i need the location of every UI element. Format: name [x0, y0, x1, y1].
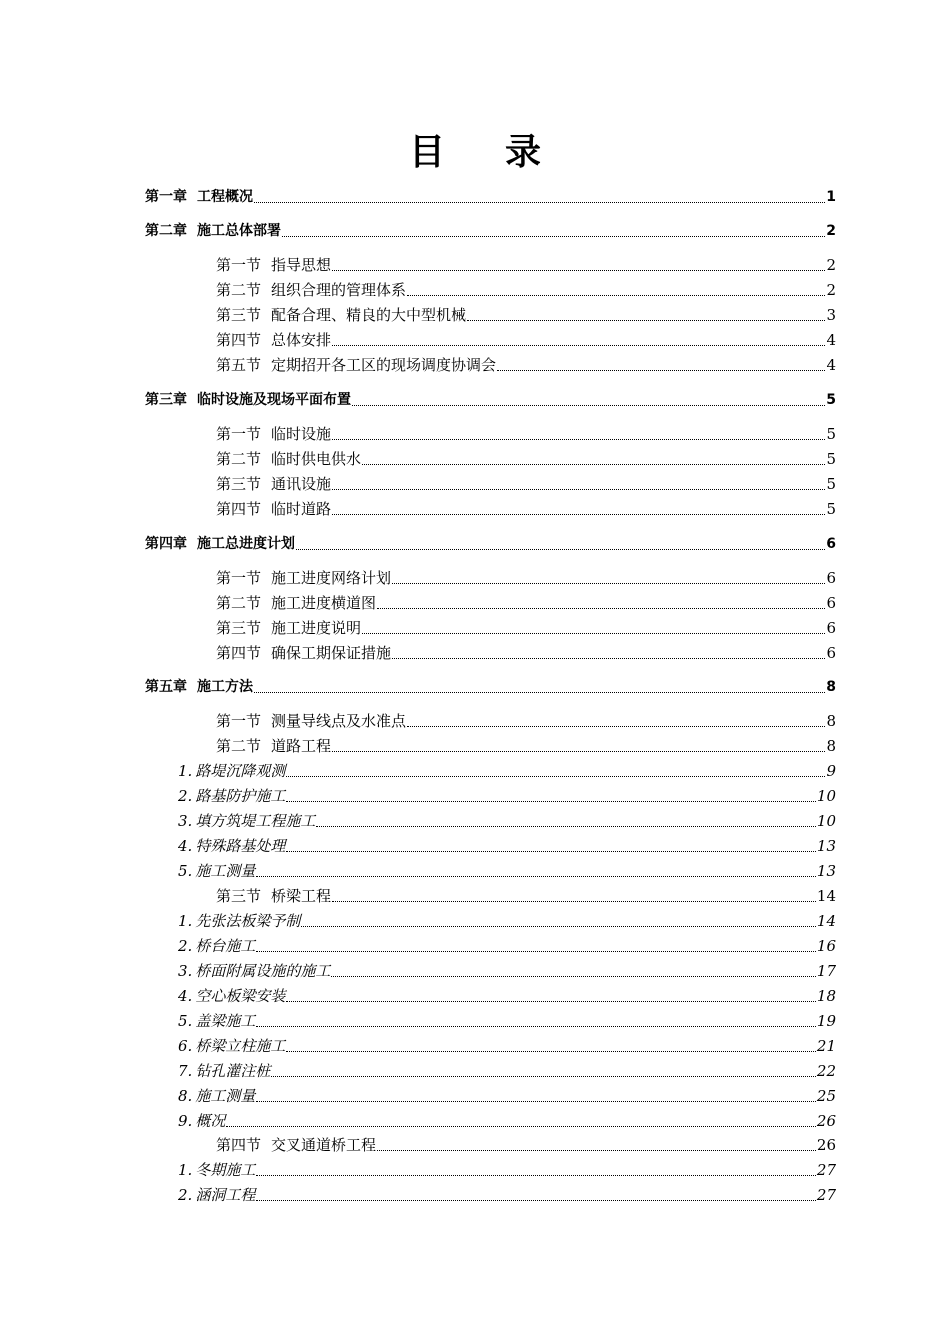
toc-section-entry[interactable]: [216, 354, 836, 376]
toc-entry-number: 第五节: [216, 356, 262, 374]
toc-dot-leader: [377, 1150, 816, 1151]
page-title: [0, 128, 950, 176]
toc-section-entry[interactable]: [216, 710, 836, 732]
toc-entry-page-number: 5: [826, 392, 836, 408]
toc-entry-number: 2.: [178, 937, 193, 955]
toc-entry-number: 5.: [178, 1012, 193, 1030]
toc-entry-title: 施工总体部署: [197, 223, 281, 239]
toc-chapter-entry[interactable]: [145, 676, 836, 698]
toc-dot-leader: [392, 658, 825, 659]
toc-section-entry[interactable]: [216, 642, 836, 664]
toc-entry-page-number: 17: [816, 962, 836, 980]
toc-item-entry[interactable]: [178, 985, 836, 1007]
toc-dot-leader: [256, 1175, 816, 1176]
toc-dot-leader: [362, 633, 825, 634]
toc-entry-title: 填方筑堤工程施工: [195, 812, 316, 830]
toc-entry-title: 通讯设施: [271, 475, 332, 493]
toc-entry-page-number: 14: [816, 887, 836, 905]
toc-entry-number: 第四节: [216, 644, 262, 662]
toc-dot-leader: [332, 901, 816, 902]
toc-dot-leader: [282, 236, 825, 237]
toc-entry-title: 施工进度横道图: [271, 594, 377, 612]
toc-entry-title: 临时供电供水: [271, 450, 362, 468]
toc-entry-title: 临时道路: [271, 500, 332, 518]
toc-entry-title: 测量导线点及水准点: [271, 712, 407, 730]
toc-item-entry[interactable]: [178, 835, 836, 857]
toc-section-entry[interactable]: [216, 1134, 836, 1156]
toc-item-entry[interactable]: [178, 1010, 836, 1032]
toc-dot-leader: [392, 583, 825, 584]
toc-entry-page-number: 25: [816, 1087, 836, 1105]
toc-section-entry[interactable]: [216, 498, 836, 520]
toc-dot-leader: [407, 726, 825, 727]
toc-entry-title: 临时设施: [271, 425, 332, 443]
toc-entry-title: 工程概况: [197, 189, 253, 205]
toc-entry-page-number: 14: [816, 912, 836, 930]
toc-dot-leader: [332, 345, 825, 346]
toc-entry-title: 路堤沉降观测: [195, 762, 286, 780]
toc-dot-leader: [286, 776, 825, 777]
toc-section-entry[interactable]: [216, 885, 836, 907]
toc-dot-leader: [256, 1026, 816, 1027]
toc-entry-number: 3.: [178, 962, 193, 980]
toc-entry-page-number: 13: [816, 862, 836, 880]
toc-dot-leader: [467, 320, 825, 321]
toc-entry-title: 冬期施工: [195, 1161, 256, 1179]
toc-entry-number: 第一节: [216, 569, 262, 587]
toc-entry-title: 特殊路基处理: [195, 837, 286, 855]
toc-item-entry[interactable]: [178, 935, 836, 957]
toc-entry-number: 第三节: [216, 306, 262, 324]
toc-dot-leader: [271, 1076, 816, 1077]
toc-item-entry[interactable]: [178, 860, 836, 882]
toc-entry-title: 桥台施工: [195, 937, 256, 955]
toc-entry-page-number: 27: [816, 1161, 836, 1179]
toc-chapter-entry[interactable]: [145, 389, 836, 411]
toc-entry-page-number: 5: [826, 500, 836, 518]
toc-entry-title: 临时设施及现场平面布置: [197, 392, 351, 408]
toc-entry-page-number: 3: [826, 306, 836, 324]
toc-dot-leader: [332, 439, 825, 440]
toc-entry-number: 第五章: [145, 679, 187, 695]
toc-entry-number: 1.: [178, 912, 193, 930]
toc-section-entry[interactable]: [216, 279, 836, 301]
toc-entry-page-number: 6: [826, 644, 836, 662]
toc-entry-page-number: 8: [826, 737, 836, 755]
toc-entry-number: 第四节: [216, 500, 262, 518]
toc-dot-leader: [332, 514, 825, 515]
toc-entry-number: 第二节: [216, 281, 262, 299]
toc-item-entry[interactable]: [178, 1159, 836, 1181]
toc-dot-leader: [362, 464, 825, 465]
toc-item-entry[interactable]: [178, 760, 836, 782]
toc-entry-number: 5.: [178, 862, 193, 880]
toc-entry-page-number: 16: [816, 937, 836, 955]
toc-chapter-entry[interactable]: [145, 186, 836, 208]
toc-entry-page-number: 21: [816, 1037, 836, 1055]
toc-entry-number: 第一节: [216, 425, 262, 443]
toc-entry-number: 7.: [178, 1062, 193, 1080]
toc-entry-page-number: 26: [816, 1112, 836, 1130]
toc-entry-page-number: 13: [816, 837, 836, 855]
toc-entry-number: 2.: [178, 787, 193, 805]
toc-entry-number: 3.: [178, 812, 193, 830]
toc-entry-number: 4.: [178, 987, 193, 1005]
toc-item-entry[interactable]: [178, 810, 836, 832]
toc-entry-title: 施工进度说明: [271, 619, 362, 637]
toc-entry-number: 第一节: [216, 712, 262, 730]
toc-dot-leader: [286, 801, 816, 802]
toc-entry-page-number: 6: [826, 619, 836, 637]
toc-entry-title: 总体安排: [271, 331, 332, 349]
toc-entry-page-number: 2: [826, 256, 836, 274]
toc-entry-page-number: 4: [826, 356, 836, 374]
toc-entry-title: 定期招开各工区的现场调度协调会: [271, 356, 497, 374]
toc-entry-number: 第二节: [216, 737, 262, 755]
toc-entry-number: 1.: [178, 762, 193, 780]
toc-entry-page-number: 8: [826, 712, 836, 730]
toc-entry-number: 第二节: [216, 450, 262, 468]
toc-item-entry[interactable]: [178, 960, 836, 982]
toc-chapter-entry[interactable]: [145, 220, 836, 242]
toc-dot-leader: [332, 270, 825, 271]
toc-section-entry[interactable]: [216, 329, 836, 351]
toc-entry-title: 施工测量: [195, 1087, 256, 1105]
toc-section-entry[interactable]: [216, 567, 836, 589]
toc-entry-title: 概况: [195, 1112, 226, 1130]
toc-entry-title: 交叉通道桥工程: [271, 1136, 377, 1154]
toc-entry-number: 9.: [178, 1112, 193, 1130]
toc-entry-number: 第二章: [145, 223, 187, 239]
toc-chapter-entry[interactable]: [145, 533, 836, 555]
toc-dot-leader: [256, 951, 816, 952]
toc-dot-leader: [254, 202, 825, 203]
toc-entry-number: 第四节: [216, 1136, 262, 1154]
toc-dot-leader: [286, 1001, 816, 1002]
toc-item-entry[interactable]: [178, 1060, 836, 1082]
toc-section-entry[interactable]: [216, 473, 836, 495]
toc-entry-title: 配备合理、精良的大中型机械: [271, 306, 467, 324]
toc-entry-page-number: 18: [816, 987, 836, 1005]
toc-entry-number: 第三节: [216, 619, 262, 637]
toc-item-entry[interactable]: [178, 785, 836, 807]
toc-entry-title: 施工总进度计划: [197, 536, 295, 552]
toc-dot-leader: [296, 549, 825, 550]
toc-entry-title: 盖梁施工: [195, 1012, 256, 1030]
toc-entry-title: 路基防护施工: [195, 787, 286, 805]
toc-dot-leader: [332, 751, 825, 752]
toc-dot-leader: [407, 295, 825, 296]
toc-dot-leader: [316, 826, 816, 827]
toc-item-entry[interactable]: [178, 1085, 836, 1107]
toc-dot-leader: [332, 489, 825, 490]
toc-entry-title: 先张法板梁予制: [195, 912, 301, 930]
toc-item-entry[interactable]: [178, 1184, 836, 1206]
toc-entry-number: 2.: [178, 1186, 193, 1204]
toc-entry-page-number: 5: [826, 450, 836, 468]
toc-entry-page-number: 2: [826, 281, 836, 299]
toc-entry-page-number: 2: [826, 223, 836, 239]
toc-entry-number: 第四章: [145, 536, 187, 552]
toc-entry-title: 桥面附属设施的施工: [195, 962, 331, 980]
toc-entry-number: 第三节: [216, 887, 262, 905]
toc-entry-page-number: 22: [816, 1062, 836, 1080]
toc-entry-page-number: 19: [816, 1012, 836, 1030]
toc-dot-leader: [286, 1051, 816, 1052]
toc-dot-leader: [254, 692, 825, 693]
toc-entry-title: 施工方法: [197, 679, 253, 695]
toc-entry-title: 桥梁立柱施工: [195, 1037, 286, 1055]
toc-entry-number: 第一节: [216, 256, 262, 274]
toc-section-entry[interactable]: [216, 592, 836, 614]
toc-entry-page-number: 8: [826, 679, 836, 695]
toc-dot-leader: [352, 405, 825, 406]
toc-entry-title: 指导思想: [271, 256, 332, 274]
toc-dot-leader: [377, 608, 825, 609]
toc-entry-page-number: 5: [826, 475, 836, 493]
toc-dot-leader: [256, 1101, 816, 1102]
toc-entry-page-number: 10: [816, 787, 836, 805]
toc-entry-title: 道路工程: [271, 737, 332, 755]
toc-section-entry[interactable]: [216, 735, 836, 757]
toc-entry-title: 涵洞工程: [195, 1186, 256, 1204]
toc-entry-page-number: 6: [826, 569, 836, 587]
toc-entry-number: 8.: [178, 1087, 193, 1105]
toc-dot-leader: [256, 876, 816, 877]
toc-item-entry[interactable]: [178, 1110, 836, 1132]
toc-section-entry[interactable]: [216, 254, 836, 276]
toc-dot-leader: [331, 976, 816, 977]
toc-entry-title: 桥梁工程: [271, 887, 332, 905]
toc-dot-leader: [301, 926, 816, 927]
toc-entry-number: 第三节: [216, 475, 262, 493]
toc-entry-title: 施工测量: [195, 862, 256, 880]
toc-entry-page-number: 6: [826, 594, 836, 612]
title-char-1: 目: [408, 131, 445, 173]
toc-entry-number: 第三章: [145, 392, 187, 408]
toc-entry-title: 空心板梁安装: [195, 987, 286, 1005]
toc-entry-page-number: 27: [816, 1186, 836, 1204]
toc-entry-number: 第四节: [216, 331, 262, 349]
toc-item-entry[interactable]: [178, 1035, 836, 1057]
toc-entry-number: 1.: [178, 1161, 193, 1179]
toc-entry-number: 第一章: [145, 189, 187, 205]
toc-entry-page-number: 5: [826, 425, 836, 443]
toc-entry-page-number: 4: [826, 331, 836, 349]
toc-entry-number: 第二节: [216, 594, 262, 612]
toc-dot-leader: [286, 851, 816, 852]
toc-entry-title: 组织合理的管理体系: [271, 281, 407, 299]
toc-entry-title: 钻孔灌注桩: [195, 1062, 271, 1080]
toc-entry-page-number: 6: [826, 536, 836, 552]
toc-section-entry[interactable]: [216, 448, 836, 470]
toc-entry-page-number: 1: [826, 189, 836, 205]
toc-dot-leader: [256, 1200, 816, 1201]
toc-entry-page-number: 26: [816, 1136, 836, 1154]
toc-entry-title: 确保工期保证措施: [271, 644, 392, 662]
toc-entry-page-number: 10: [816, 812, 836, 830]
toc-entry-title: 施工进度网络计划: [271, 569, 392, 587]
toc-item-entry[interactable]: [178, 910, 836, 932]
toc-section-entry[interactable]: [216, 617, 836, 639]
toc-section-entry[interactable]: [216, 304, 836, 326]
toc-dot-leader: [497, 370, 825, 371]
toc-dot-leader: [226, 1126, 816, 1127]
toc-section-entry[interactable]: [216, 423, 836, 445]
title-char-2: 录: [505, 131, 542, 173]
toc-entry-page-number: 9: [826, 762, 836, 780]
toc-entry-number: 6.: [178, 1037, 193, 1055]
toc-entry-number: 4.: [178, 837, 193, 855]
